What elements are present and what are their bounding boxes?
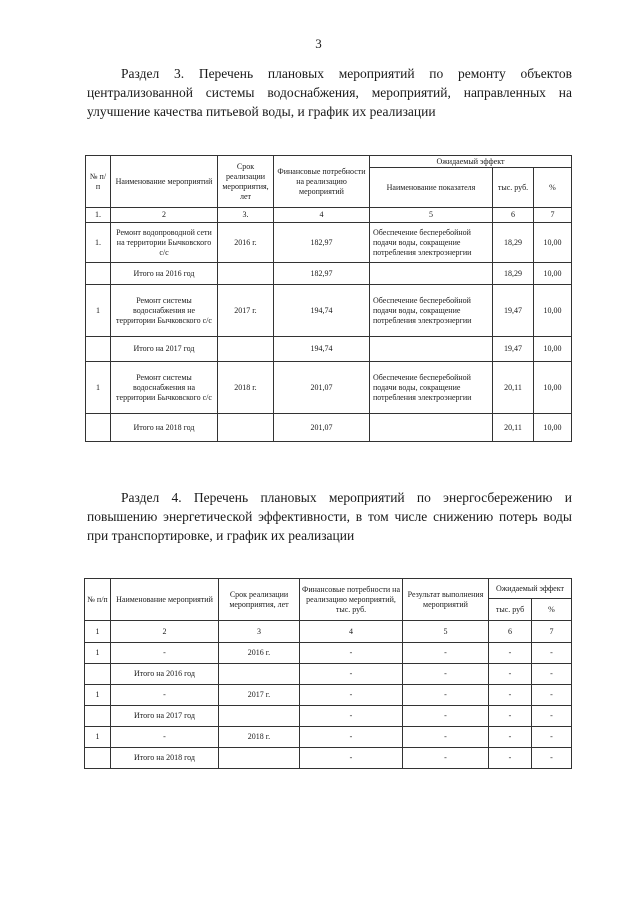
row-period: 2017 г. — [218, 285, 274, 337]
row-name: Итого на 2016 год — [111, 263, 218, 285]
row-num: 1 — [85, 727, 111, 748]
row-thous: - — [489, 643, 532, 664]
row-period — [219, 748, 300, 769]
header-num: № п/п — [86, 156, 111, 208]
row-period: 2016 г. — [218, 223, 274, 263]
table-row — [86, 223, 572, 263]
row-name: - — [111, 727, 219, 748]
section-4-heading — [87, 488, 572, 545]
row-num: 1 — [85, 685, 111, 706]
header-thous: тыс. руб. — [493, 168, 534, 208]
row-name: - — [111, 685, 219, 706]
row-period — [218, 414, 274, 442]
row-period: 2017 г. — [219, 685, 300, 706]
row-finance: 194,74 — [274, 285, 370, 337]
row-percent: - — [532, 706, 572, 727]
row-result: - — [403, 727, 489, 748]
row-period: 2018 г. — [219, 727, 300, 748]
row-finance: 182,97 — [274, 223, 370, 263]
row-period: 2016 г. — [219, 643, 300, 664]
row-percent: - — [532, 685, 572, 706]
row-percent: 10,00 — [534, 362, 572, 414]
row-name: Ремонт системы водоснабжения на территории Бычковского с/с — [111, 362, 218, 414]
row-finance: - — [300, 706, 403, 727]
table-row-total — [85, 664, 572, 685]
section-4-title: Раздел 4. Перечень плановых мероприятий по энергосбережению и повышению энергетической эффективности, в том числе снижению потерь воды при транспортировке, и график их реализации — [87, 490, 572, 543]
row-period — [219, 664, 300, 685]
row-num — [85, 748, 111, 769]
col-number: 2 — [111, 621, 219, 643]
col-number: 7 — [532, 621, 572, 643]
row-finance: 182,97 — [274, 263, 370, 285]
row-thous: - — [489, 664, 532, 685]
table-row — [86, 362, 572, 414]
row-percent: - — [532, 748, 572, 769]
table-row — [86, 285, 572, 337]
header-percent: % — [532, 599, 572, 621]
row-finance: 201,07 — [274, 414, 370, 442]
row-num: 1. — [86, 223, 111, 263]
row-name: Ремонт системы водоснабжения не территории Бычковского с/с — [111, 285, 218, 337]
row-indicator — [370, 263, 493, 285]
header-finance: Финансовые потребности на реализацию мероприятий — [274, 156, 370, 208]
row-num — [86, 263, 111, 285]
col-number: 4 — [300, 621, 403, 643]
row-percent: 10,00 — [534, 285, 572, 337]
row-finance: 201,07 — [274, 362, 370, 414]
row-thous: 19,47 — [493, 285, 534, 337]
section-3-table — [85, 155, 572, 442]
row-finance: - — [300, 727, 403, 748]
col-number: 5 — [370, 208, 493, 223]
row-name: Итого на 2017 год — [111, 706, 219, 727]
row-finance: - — [300, 664, 403, 685]
row-num: 1 — [86, 285, 111, 337]
row-result: - — [403, 643, 489, 664]
header-period: Срок реализации мероприятия, лет — [219, 579, 300, 621]
row-thous: - — [489, 706, 532, 727]
col-number: 1 — [85, 621, 111, 643]
col-number: 1. — [86, 208, 111, 223]
col-number: 4 — [274, 208, 370, 223]
row-percent: - — [532, 643, 572, 664]
table-row-total — [85, 706, 572, 727]
row-num — [86, 414, 111, 442]
row-indicator — [370, 414, 493, 442]
section-3-heading — [87, 64, 572, 121]
header-finance: Финансовые потребности на реализацию мероприятий, тыс. руб. — [300, 579, 403, 621]
row-name: Итого на 2018 год — [111, 748, 219, 769]
row-percent: - — [532, 727, 572, 748]
row-name: Итого на 2016 год — [111, 664, 219, 685]
table-row — [85, 685, 572, 706]
row-thous: 18,29 — [493, 223, 534, 263]
row-period — [218, 263, 274, 285]
row-thous: 20,11 — [493, 362, 534, 414]
row-period — [218, 337, 274, 362]
row-percent: 10,00 — [534, 337, 572, 362]
table-row-total — [86, 414, 572, 442]
row-indicator: Обеспечение бесперебойной подачи воды, сокращение потребления электроэнергии — [370, 285, 493, 337]
section-3-title: Раздел 3. Перечень плановых мероприятий по ремонту объектов централизованной системы водоснабжения, мероприятий, направленных на улучшение качества питьевой воды, и график их реализации — [87, 66, 572, 119]
column-numbers-row — [85, 621, 572, 643]
header-result: Результат выполнения мероприятий — [403, 579, 489, 621]
row-thous: 19,47 — [493, 337, 534, 362]
row-finance: - — [300, 748, 403, 769]
row-num — [86, 337, 111, 362]
row-thous: - — [489, 727, 532, 748]
row-indicator: Обеспечение бесперебойной подачи воды, сокращение потребления электроэнергии — [370, 362, 493, 414]
header-num: № п/п — [85, 579, 111, 621]
row-num: 1 — [85, 643, 111, 664]
col-number: 6 — [493, 208, 534, 223]
table-row — [85, 727, 572, 748]
row-finance: - — [300, 685, 403, 706]
header-name: Наименование мероприятий — [111, 156, 218, 208]
table-row — [85, 643, 572, 664]
row-percent: - — [532, 664, 572, 685]
row-num: 1 — [86, 362, 111, 414]
row-result: - — [403, 748, 489, 769]
row-name: Итого на 2017 год — [111, 337, 218, 362]
header-percent: % — [534, 168, 572, 208]
page-number: 3 — [315, 36, 322, 51]
row-indicator — [370, 337, 493, 362]
row-finance: - — [300, 643, 403, 664]
row-result: - — [403, 685, 489, 706]
col-number: 3. — [218, 208, 274, 223]
header-effect: Ожидаемый эффект — [370, 156, 572, 168]
row-name: Ремонт водопроводной сети на территории Бычковского с/с — [111, 223, 218, 263]
col-number: 2 — [111, 208, 218, 223]
row-percent: 10,00 — [534, 223, 572, 263]
row-name: - — [111, 643, 219, 664]
row-thous: - — [489, 748, 532, 769]
header-period: Срок реализации мероприятия, лет — [218, 156, 274, 208]
header-name: Наименование мероприятий — [111, 579, 219, 621]
header-indicator: Наименование показателя — [370, 168, 493, 208]
col-number: 7 — [534, 208, 572, 223]
row-num — [85, 664, 111, 685]
section-4-table — [84, 578, 572, 769]
col-number: 5 — [403, 621, 489, 643]
table-row-total — [86, 337, 572, 362]
header-effect: Ожидаемый эффект — [489, 579, 572, 599]
row-result: - — [403, 664, 489, 685]
row-num — [85, 706, 111, 727]
row-period — [219, 706, 300, 727]
row-thous: 18,29 — [493, 263, 534, 285]
row-percent: 10,00 — [534, 414, 572, 442]
row-period: 2018 г. — [218, 362, 274, 414]
row-thous: 20,11 — [493, 414, 534, 442]
row-finance: 194,74 — [274, 337, 370, 362]
column-numbers-row — [86, 208, 572, 223]
table-row-total — [85, 748, 572, 769]
row-result: - — [403, 706, 489, 727]
row-name: Итого на 2018 год — [111, 414, 218, 442]
table-row-total — [86, 263, 572, 285]
row-percent: 10,00 — [534, 263, 572, 285]
row-thous: - — [489, 685, 532, 706]
col-number: 6 — [489, 621, 532, 643]
header-thous: тыс. руб — [489, 599, 532, 621]
row-indicator: Обеспечение бесперебойной подачи воды, сокращение потребления электроэнергии — [370, 223, 493, 263]
col-number: 3 — [219, 621, 300, 643]
